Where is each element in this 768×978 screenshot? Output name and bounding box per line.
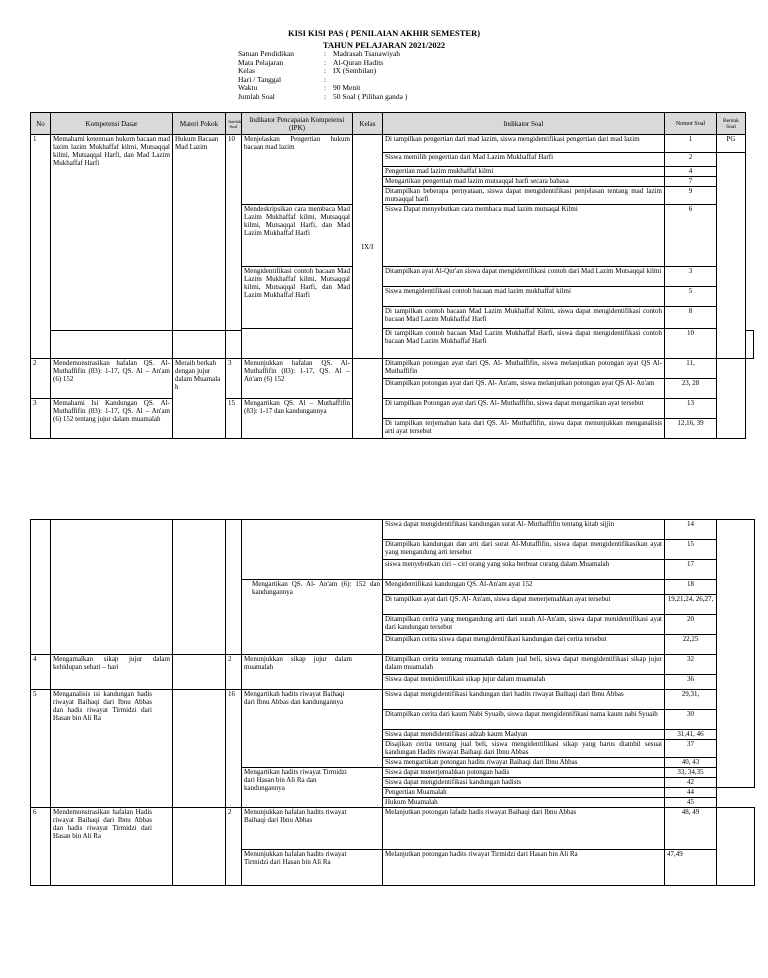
- kd-cell: Mendemonstrasikan hafalan Hadis riwayat Baihaqi dari Ibnu Abbas dan hadis riwayat Tirmidzi dari Hasan bin Ali Ra: [51, 808, 173, 886]
- meta-row: Jumlah Soal : 50 Soal ( Pilihan ganda ): [238, 91, 408, 101]
- nomor-cell: 1: [665, 135, 717, 153]
- indikator-cell: Pengertian Muamalah: [383, 788, 665, 798]
- indikator-cell: Di tampilkan terjemahan kata dari QS. Al- Muthaffifin, siswa dapat menunjukkan menganalisis arti ayat tersebut: [383, 419, 665, 439]
- nomor-cell: 47,49: [665, 850, 717, 886]
- indikator-cell: Siswa dapat mengidentifikasi kandungan hadists: [383, 778, 665, 788]
- table-row: [31, 135, 754, 153]
- ipk-cell: Mengartikan QS. Al – Muthaffifin (83): 1-17 dan kandungannya: [242, 399, 353, 439]
- jumlah-cell: 15: [226, 399, 242, 439]
- nomor-cell: 42: [665, 778, 717, 788]
- nomor-cell: 14: [665, 520, 717, 540]
- nomor-cell: 12,16, 39: [665, 419, 717, 439]
- nomor-cell: 30: [665, 710, 717, 730]
- indikator-cell: Di tampilkan pengertian dari mad lazim, siswa mengidentifikasi pengertian dari mad lazim: [383, 135, 665, 153]
- nomor-cell: 45: [665, 798, 717, 808]
- kd-cell: Mengamalkan sikap jujur dalam kehidupan sehari – hari: [51, 655, 173, 690]
- nomor-cell: 9: [665, 187, 717, 205]
- nomor-cell: 23, 28: [665, 379, 717, 399]
- row-number: 1: [33, 135, 37, 143]
- nomor-cell: 31,41, 46: [665, 730, 717, 740]
- materi-cell: Hukum Bacaan Mad Lazim: [173, 135, 226, 331]
- ipk-cell: Menunjukkan hafalan hadits riwayat Baihaqi dari Ibnu Abbas: [242, 808, 383, 850]
- indikator-cell: siswa menyebutkan ciri – ciri orang yang suka berbuat curang dalam Muamalah: [383, 560, 665, 580]
- table-row: [31, 359, 754, 379]
- nomor-cell: 11,: [665, 359, 717, 379]
- indikator-cell: Siswa dapat mengidentifikasi kandungan surat Al- Muthaffifin tentang kitab sijjin: [383, 520, 665, 540]
- table-row: [31, 655, 755, 675]
- document-title: KISI KISI PAS ( PENILAIAN AKHIR SEMESTER): [287, 28, 481, 38]
- indikator-cell: Siswa memilih pengertian dari Mad Lazim Mukhaffaf Harfi: [383, 153, 665, 167]
- ipk-cell: Mendeskripsikan cara membaca Mad Lazim Mukhaffaf kilmi, Mutsaqqal kilmi, Mutsaqqal Harfi, dan Mad Lazim Mukhaffaf Harfi: [242, 205, 353, 267]
- ipk-cell: Mengartikah hadits riwayat Baihaqi dari Ibnu Abbas dan kandungannya: [242, 690, 383, 768]
- jumlah-cell: 16: [226, 690, 242, 808]
- nomor-cell: 10: [665, 329, 717, 359]
- table-row: [31, 808, 755, 850]
- indikator-cell: Siswa mengartikan potongan hadits riwayat Baihaqi dari Ibnu Abbas: [383, 758, 665, 768]
- nomor-cell: 7: [665, 177, 717, 187]
- table-row: [31, 520, 755, 540]
- nomor-cell: 2: [665, 153, 717, 167]
- row-number: 3: [31, 399, 51, 439]
- col-nomor: Nomor Soal: [665, 113, 717, 135]
- indikator-cell: Ditampilkan kandungan dan arti dari surat Al-Mutaffifin, siswa dapat mengidentifikasikan ayat yang mengandung arti tersebut: [383, 540, 665, 560]
- indikator-cell: Di tampilkan Potongan ayat dari QS. Al- Muthaffifin, siswa dapat mengartikan ayat tersebut: [383, 399, 665, 419]
- col-materi: Materi Pokok: [173, 113, 226, 135]
- ipk-cell: Menjelaskan Pengertian hukum bacaan mad lazim: [242, 135, 353, 205]
- meta-row: Hari / Tanggal :: [238, 74, 327, 84]
- ipk-cell: Menunjukkan sikap jujur dalam muamalah: [242, 655, 383, 690]
- kd-cell: Menganalisis isi kandungan hadis riwayat Baihaqi dari Ibnu Abbas dan hadis riwayat Tirmidzi dari Hasan bin Ali Ra: [51, 690, 173, 808]
- table-row: [31, 690, 755, 710]
- nomor-cell: 4: [665, 167, 717, 177]
- materi-cell: Meraih berkah dengan jujur dalam Muamala h: [173, 359, 226, 439]
- indikator-cell: Siswa dapat menidentifikasi sikap jujur dalam muamalah: [383, 675, 665, 690]
- nomor-cell: 36: [665, 675, 717, 690]
- jumlah-cell: 2: [226, 655, 242, 690]
- indikator-cell: Mengartikan pengertian mad lazim mutsaqqal harfi secara bahasa: [383, 177, 665, 187]
- indikator-cell: Melanjutkan potongan hadits riwayat Tirmidzi dari Hasan bin Ali Ra: [383, 850, 665, 886]
- nomor-cell: 13: [665, 399, 717, 419]
- col-kelas: Kelas: [353, 113, 383, 135]
- nomor-cell: 48, 49: [665, 808, 717, 850]
- col-jumlah: Jumlah Soal: [226, 113, 242, 135]
- meta-info: [238, 50, 407, 102]
- indikator-cell: Hukum Muamalah: [383, 798, 665, 808]
- jumlah-cell: 3: [226, 359, 242, 399]
- ipk-cell: Mengidentifikasi contoh bacaan Mad Lazim Mukhaffaf kilmi, Mutsaqqal kilmi, Mutsaqqal Harfi, dan Mad Lazim Mukhaffaf Harfi: [242, 267, 353, 329]
- kisi-table-page1: [30, 112, 754, 439]
- nomor-cell: 18: [665, 580, 717, 595]
- bentuk-cell: PG: [717, 135, 746, 153]
- nomor-cell: 8: [665, 307, 717, 329]
- nomor-cell: 19,21,24, 26,27,: [665, 595, 717, 615]
- kelas-cell: IX/I: [353, 135, 383, 359]
- indikator-cell: Melanjutkan potongan lafadz hadis riwayat Baihaqi dari Ibnu Abbas: [383, 808, 665, 850]
- meta-row: Mata Pelajaran : Al-Quran Hadits: [238, 57, 384, 67]
- row-number: 6: [31, 808, 51, 886]
- nomor-cell: 33, 34,35: [665, 768, 717, 778]
- indikator-cell: Ditampilkan cerita tentang muamalah dalam jual beli, siswa dapat mengidentifikasi sikap jujur dalam muamalah: [383, 655, 665, 675]
- jumlah-cell: 10: [226, 135, 242, 331]
- row-number: 2: [31, 359, 51, 399]
- kisi-table-page2: [30, 519, 755, 886]
- indikator-cell: Ditampilkan cerita dari kaum Nabi Syuaib, siswa dapat mengidentifikasi nama kaum nabi Syuaib: [383, 710, 665, 730]
- ipk-cell: Menunjukkan hafalan hadits riwayat Tirmidzi dari Hasan bin Ali Ra: [242, 850, 383, 886]
- indikator-cell: Ditampilkan potongan ayat dari QS. Al- Muthaffifin, siswa melanjutkan potongan ayat QS Al- Muthaffifin: [383, 359, 665, 379]
- meta-row: Kelas : IX (Sembilan): [238, 66, 377, 76]
- indikator-cell: Pengertian mad lazim mukhaffaf kilmi: [383, 167, 665, 177]
- indikator-cell: Mengidentifikasi kandungan QS. Al-An'am ayat 152: [383, 580, 665, 595]
- ipk-cell: Mengartikan hadits riwayat Tirmidzi dari Hasan bin Ali Ra dan kandungannya: [242, 768, 383, 808]
- nomor-cell: 29,31,: [665, 690, 717, 710]
- nomor-cell: 32: [665, 655, 717, 675]
- ipk-cell: Menunjukkan hafalan QS. Al- Muthaffifin (83): 1-17, QS. Al – An'am (6) 152: [242, 359, 353, 399]
- jumlah-cell: 2: [226, 808, 242, 886]
- meta-row: Waktu : 90 Menit: [238, 83, 361, 93]
- indikator-cell: Di tampilkan ayat dari QS. Al- An'am, siswa dapat menerjemahkan ayat tersebut: [383, 595, 665, 615]
- nomor-cell: 22,25: [665, 635, 717, 655]
- col-indikator: Indikator Soal: [383, 113, 665, 135]
- nomor-cell: 5: [665, 287, 717, 307]
- header-row: [31, 113, 754, 135]
- indikator-cell: Disajikan cerita tentang jual beli, siswa mengidentifikasi sikap yang harus diambil sesuai kandungan Hadits riwayat Baihaqi dari Ibnu Abbas: [383, 740, 665, 758]
- document-subtitle: TAHUN PELAJARAN 2021/2022: [322, 40, 446, 50]
- col-kd: Kompetensi Dasar: [51, 113, 173, 135]
- kd-cell: Memahami ketentuan hukum bacaan mad lazim lazim Mukhaffaf kilmi, Mutsaqqal kilmi, Mutsaqqal Harfi, dan Mad Lazim Mukhaffaf Harfi: [51, 135, 173, 331]
- kd-cell: Memahami Isi Kandungan QS. Al- Muthaffifin (83): 1-17, QS. Al – An'am (6) 152 tentang jujur dalam muamalah: [51, 399, 173, 439]
- indikator-cell: Siswa dapat mengidentifikasi kandungan dari hadits riwayat Baihaqi dari Ibnu Abbas: [383, 690, 665, 710]
- nomor-cell: 20: [665, 615, 717, 635]
- indikator-cell: Siswa dapat menerjemahkan potongan hadis: [383, 768, 665, 778]
- indikator-cell: Ditampilkan cerita yang mengandung arti dari surah Al-An'am, siswa dapat menidentifikasi ayat dari kandungan tersebut: [383, 615, 665, 635]
- indikator-cell: Di tampilkan contoh bacaan Mad Lazim Mukhaffaf Harfi, siswa dapat mengidentifikasi contoh bacaan Mad Lazim Mukhaffaf Harfi: [383, 329, 665, 359]
- nomor-cell: 15: [665, 540, 717, 560]
- indikator-cell: Di tampilkan contoh bacaan Mad Lazim Mukhaffaf Kilmi, siswa dapat mengidentifikasi contoh bacaan Mad Lazim Mukhaffaf Harfi: [383, 307, 665, 329]
- nomor-cell: 6: [665, 205, 717, 267]
- nomor-cell: 44: [665, 788, 717, 798]
- nomor-cell: 17: [665, 560, 717, 580]
- indikator-cell: Ditampilkan beberapa pernyataan, siswa dapat mengidentifikasi penjelasan tentang mad lazim mutsaqqal harfi: [383, 187, 665, 205]
- indikator-cell: Ditampilkan potongan ayat dari QS. Al- An'am, siswa melanjutkan potongan ayat QS Al- An'am: [383, 379, 665, 399]
- indikator-cell: Siswa Dapat menyebutkan cara membaca mad lazim mutsaqal Kilmi: [383, 205, 665, 267]
- indikator-cell: Ditampilkan cerita siswa dapat mengidentifikasi kandungan dari cerita tersebut: [383, 635, 665, 655]
- table-row: [31, 399, 754, 419]
- indikator-cell: Ditampilkan ayat Al-Qur'an siswa dapat mengidentifikasi contoh dari Mad Lazim Mutsaqqal kilmi: [383, 267, 665, 287]
- ipk-cell: Mengartikan QS. Al- An'am (6): 152 dan kandungannya: [242, 580, 383, 655]
- meta-row: Satuan Pendidikan : Madrasah Tsanawiyah: [238, 49, 401, 58]
- kd-cell: Mendemonstrasikan hafalan QS. Al- Muthaffifin (83): 1-17, QS. Al – An'am (6) 152: [51, 359, 173, 399]
- col-ipk: Indikator Pencapaian Kompetensi (IPK): [242, 113, 353, 135]
- nomor-cell: 40, 43: [665, 758, 717, 768]
- row-number: 5: [31, 690, 51, 808]
- nomor-cell: 37: [665, 740, 717, 758]
- indikator-cell: Siswa mengidentifikasi contoh bacaan mad lazim mukhaffaf kilmi: [383, 287, 665, 307]
- col-bentuk: Bentuk Soal: [717, 113, 746, 135]
- nomor-cell: 3: [665, 267, 717, 287]
- indikator-cell: Siswa dapat mendidentifikasi adzab kaum Madyan: [383, 730, 665, 740]
- row-number: 4: [31, 655, 51, 690]
- col-no: No: [31, 113, 51, 135]
